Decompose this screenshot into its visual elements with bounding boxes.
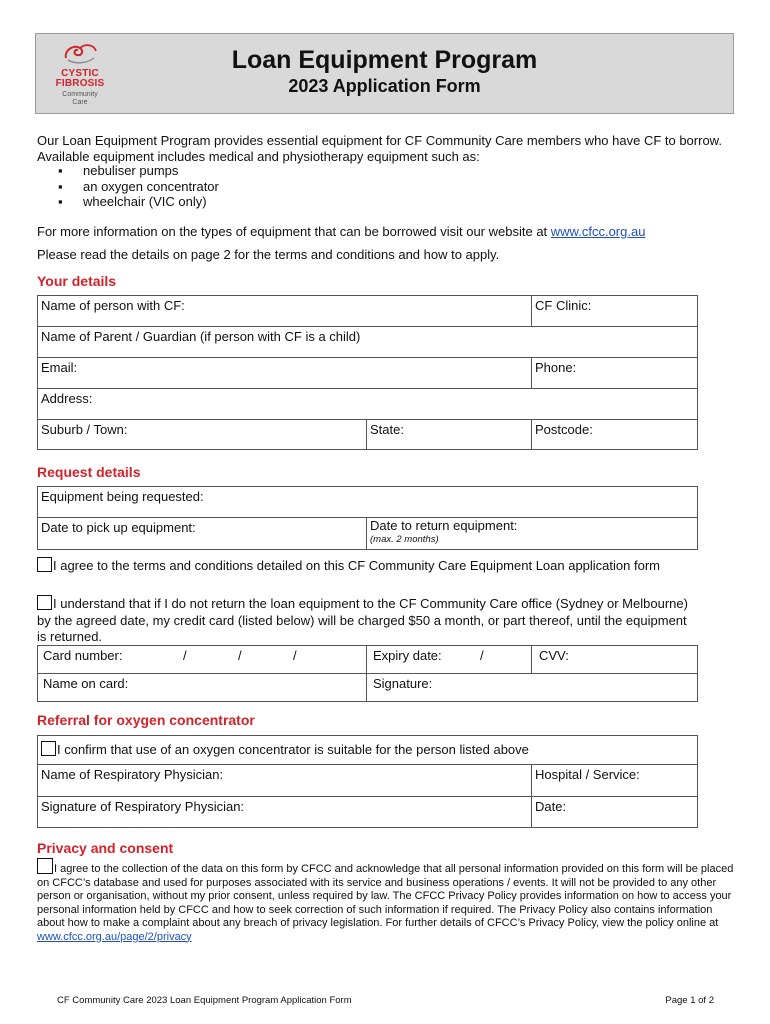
state-field[interactable]: State:	[366, 419, 532, 450]
intro-paragraph: Our Loan Equipment Program provides essential equipment for CF Community Care members who have CF to borrow. Available equipment includes medical and physiotherapy equipment such as:	[37, 133, 722, 164]
more-info-text: For more information on the types of equipment that can be borrowed visit our website at	[37, 224, 548, 239]
oxygen-confirm-text: I confirm that use of an oxygen concentrator is suitable for the person listed above	[57, 742, 529, 757]
oxygen-confirm-checkbox[interactable]	[41, 741, 56, 756]
privacy-text: I agree to the collection of the data on this form by CFCC and acknowledge that all personal information provided on this form will be placed on CFCC’s database and used for purposes associated with its service and business operations / events. It will not be provided to any other person or organisation, without my prior consent, unless required by law. The CFCC Privacy Policy provides information on how to access your personal information held by CFCC and how to seek correction of such information if required. The Privacy Policy also contains information about how to make a complaint about any breach of privacy legislation. For further details of CFCC’s Privacy Policy, view the policy online at	[37, 863, 734, 929]
page-number: Page 1 of 2	[665, 995, 714, 1006]
card-slash: /	[183, 648, 187, 663]
list-item: ▪ wheelchair (VIC only)	[58, 194, 219, 210]
your-details-heading: Your details	[37, 273, 117, 289]
email-field[interactable]: Email:	[37, 357, 532, 389]
website-link[interactable]: www.cfcc.org.au	[550, 224, 646, 239]
card-signature-field[interactable]: Signature:	[366, 673, 698, 702]
logo-sub-line1: Community	[62, 91, 98, 98]
cf-clinic-field[interactable]: CF Clinic:	[531, 295, 698, 327]
more-info-line	[37, 224, 645, 239]
agree-terms-text: I agree to the terms and conditions detailed on this CF Community Care Equipment Loan application form	[53, 558, 660, 573]
footer-title: CF Community Care 2023 Loan Equipment Program Application Form	[57, 995, 352, 1006]
equipment-list	[58, 163, 219, 210]
address-field[interactable]: Address:	[37, 388, 698, 420]
form-header	[35, 33, 734, 114]
understand-checkbox[interactable]	[37, 595, 52, 610]
equipment-requested-field[interactable]: Equipment being requested:	[37, 486, 698, 518]
page-subtitle: 2023 Application Form	[288, 76, 481, 96]
card-number-label: Card number:	[43, 648, 123, 663]
hospital-field[interactable]: Hospital / Service:	[531, 764, 698, 797]
page-title: Loan Equipment Program	[231, 46, 538, 74]
list-item: ▪ an oxygen concentrator	[58, 179, 219, 195]
expiry-date-field[interactable]	[366, 645, 532, 674]
postcode-field[interactable]: Postcode:	[531, 419, 698, 450]
name-cf-field[interactable]: Name of person with CF:	[37, 295, 532, 327]
name-on-card-field[interactable]: Name on card:	[37, 673, 367, 702]
physician-signature-field[interactable]: Signature of Respiratory Physician:	[37, 796, 532, 828]
referral-heading: Referral for oxygen concentrator	[37, 712, 255, 728]
privacy-heading: Privacy and consent	[37, 840, 174, 856]
return-date-label: Date to return equipment:	[370, 518, 518, 533]
logo-name-line1: CYSTIC	[61, 68, 99, 79]
physician-date-field[interactable]: Date:	[531, 796, 698, 828]
cvv-field[interactable]: CVV:	[531, 645, 698, 674]
agree-terms-row	[37, 557, 697, 575]
expiry-slash: /	[480, 648, 484, 663]
request-details-heading: Request details	[37, 464, 141, 480]
understand-text: I understand that if I do not return the loan equipment to the CF Community Care office (Sydney or Melbourne) by the agreed date, my credit card (listed below) will be charged $50 a month, or part thereof, until the equipment is returned.	[37, 596, 688, 644]
understand-row	[37, 595, 697, 646]
card-number-field[interactable]	[37, 645, 367, 674]
logo-name-line2: FIBROSIS	[55, 78, 105, 89]
privacy-policy-link[interactable]: www.cfcc.org.au/page/2/privacy	[37, 930, 192, 943]
logo-sub-line2: Care	[72, 99, 88, 106]
read-details-text: Please read the details on page 2 for the terms and conditions and how to apply.	[37, 247, 500, 262]
pickup-date-field[interactable]: Date to pick up equipment:	[37, 517, 367, 550]
agree-terms-checkbox[interactable]	[37, 557, 52, 572]
return-date-field[interactable]	[366, 517, 698, 550]
list-item: ▪ nebuliser pumps	[58, 163, 219, 179]
oxygen-confirm-row	[37, 735, 698, 765]
expiry-label: Expiry date:	[373, 648, 442, 663]
return-date-note: (max. 2 months)	[370, 534, 439, 545]
card-slash: /	[293, 648, 297, 663]
physician-name-field[interactable]: Name of Respiratory Physician:	[37, 764, 532, 797]
parent-guardian-field[interactable]: Name of Parent / Guardian (if person with CF is a child)	[37, 326, 698, 358]
privacy-consent-text	[37, 858, 737, 944]
privacy-consent-checkbox[interactable]	[37, 858, 53, 874]
card-slash: /	[238, 648, 242, 663]
phone-field[interactable]: Phone:	[531, 357, 698, 389]
suburb-field[interactable]: Suburb / Town:	[37, 419, 367, 450]
